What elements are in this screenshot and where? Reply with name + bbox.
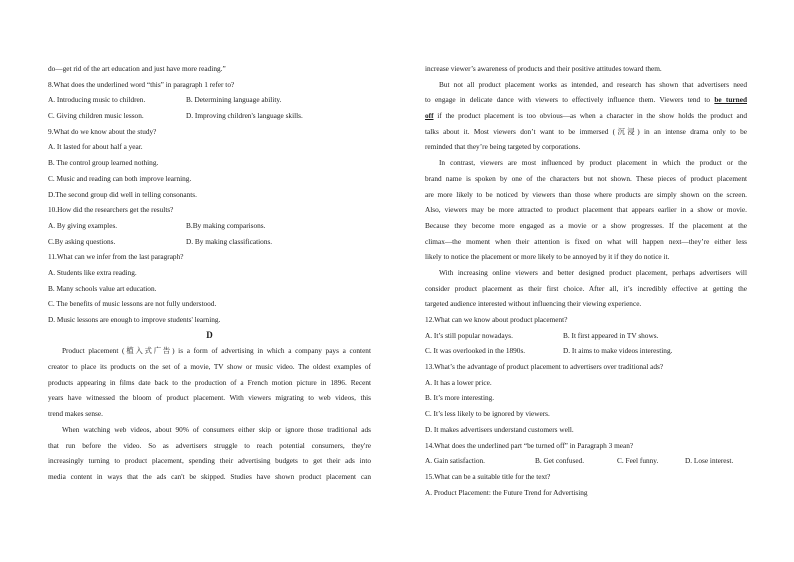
passage-d-p1-line: Product placement (植入式广告) is a form of advertising in which a company pays a content <box>62 346 371 356</box>
q8-options-row1 <box>48 92 371 108</box>
q9-option-d[interactable]: D.The second group did well in telling consonants. <box>48 189 197 199</box>
passage-d-p4-line: likely to notice the placement or more likely to be annoyed by it if they do notice it. <box>425 252 670 262</box>
q12-option-a[interactable]: A. It’s still popular nowadays. <box>425 330 513 340</box>
q12-option-b[interactable]: B. It first appeared in TV shows. <box>563 330 659 340</box>
q9-option-c[interactable]: C. Music and reading can both improve learning. <box>48 173 192 183</box>
q8-option-d[interactable]: D. Improving children's language skills. <box>186 111 303 121</box>
passage-d-p4-line: Because they become more engaged as a movie or a show progresses. If the placement at the <box>425 220 747 230</box>
q12-options-row1 <box>425 328 747 344</box>
passage-d-p3-line: off if the product placement is too obvious—as when a character in the show holds the product and <box>425 111 747 121</box>
passage-d-p3-line: to engage in delicate dance with viewers to effectively influence them. Viewers tend to be turned <box>425 95 747 105</box>
passage-d-p1-line: creator to place its products on the set of a movie, TV show or music video. The oldest examples of <box>48 362 371 372</box>
passage-d-p3-line: talks about it. Most viewers don’t want to be immersed (沉浸) in an intense drama only to be <box>425 126 747 136</box>
passage-d-p4-line: climax—the moment when their attention is fixed on what will happen next—they’re either less <box>425 236 747 246</box>
q8-options-row2 <box>48 108 371 124</box>
underlined-phrase-part1: be turned <box>714 95 747 105</box>
q12-option-c[interactable]: C. It was overlooked in the 1890s. <box>425 346 526 356</box>
q11-option-a[interactable]: A. Students like extra reading. <box>48 267 137 277</box>
q9-option-b[interactable]: B. The control group learned nothing. <box>48 158 159 168</box>
passage-d-p2-tail: increase viewer’s awareness of products and their positive attitudes toward them. <box>425 64 662 73</box>
q14-option-d[interactable]: D. Lose interest. <box>685 456 734 466</box>
q13-option-c[interactable]: C. It’s less likely to be ignored by viewers. <box>425 409 550 419</box>
section-d-heading: D <box>206 329 213 340</box>
passage-d-p3-line: But not all product placement works as intended, and research has shown that advertisers need <box>439 79 747 89</box>
passage-d-p3-line: reminded that they’re being targeted by corporations. <box>425 142 581 152</box>
q11-option-d[interactable]: D. Music lessons are enough to improve students' learning. <box>48 315 221 324</box>
passage-d-p5-line: With increasing online viewers and better designed product placement, perhaps advertisers will <box>439 267 747 277</box>
q14-stem: 14.What does the underlined part “be turned off” in Paragraph 3 mean? <box>425 440 634 450</box>
passage-d-p4-line: are more likely to be noticed by viewers than those where products are simply shown on the screen. <box>425 189 747 199</box>
q14-option-b[interactable]: B. Get confused. <box>535 456 585 466</box>
q10-options-row1 <box>48 218 371 234</box>
q10-option-c[interactable]: C.By asking questions. <box>48 236 116 246</box>
q13-option-d[interactable]: D. It makes advertisers understand customers well. <box>425 424 574 434</box>
passage-d-p4-line: brand name is spoken by one of the characters but not shown. These pieces of product placement <box>425 173 747 183</box>
passage-d-p2-line: increasingly turning to product placement, spending their advertising budgets to get their ads into <box>48 456 371 466</box>
passage-d-p4-line: In contrast, viewers are most influenced by product placement in which the product or the <box>439 158 747 168</box>
passage-d-p5-line: consider product placement as their first choice. After all, it’s incredibly effective at getting the <box>425 283 747 293</box>
q15-stem: 15.What can be a suitable title for the text? <box>425 471 551 481</box>
q12-options-row2 <box>425 343 747 359</box>
q12-option-d[interactable]: D. It aims to make videos interesting. <box>563 346 673 356</box>
left-column <box>48 61 371 485</box>
q9-stem: 9.What do we know about the study? <box>48 126 157 136</box>
q11-option-b[interactable]: B. Many schools value art education. <box>48 283 157 293</box>
q14-option-a[interactable]: A. Gain satisfaction. <box>425 456 485 466</box>
q11-option-c[interactable]: C. The benefits of music lessons are not fully understood. <box>48 299 217 309</box>
q8-stem: 8.What does the underlined word “this” in paragraph 1 refer to? <box>48 79 235 89</box>
q10-options-row2 <box>48 234 371 250</box>
q13-stem: 13.What’s the advantage of product placement to advertisers over traditional ads? <box>425 362 664 372</box>
passage-d-p1-line: trend makes sense. <box>48 409 103 419</box>
q15-option-a[interactable]: A. Product Placement: the Future Trend for Advertising <box>425 487 588 497</box>
passage-d-p5-line: targeted audience interested without influencing their viewing experience. <box>425 299 642 309</box>
q10-option-a[interactable]: A. By giving examples. <box>48 220 118 230</box>
q10-stem: 10.How did the researchers get the results? <box>48 205 174 215</box>
q10-option-b[interactable]: B.By making comparisons. <box>186 220 266 230</box>
passage-d-p2-line: that run before the video. So as advertisers struggle to reach potential consumers, they're <box>48 440 371 450</box>
passage-c-last-line: do—get rid of the art education and just have more reading.” <box>48 64 226 73</box>
underlined-phrase-part2: off <box>425 111 434 121</box>
q13-option-a[interactable]: A. It has a lower price. <box>425 377 492 387</box>
q8-option-c[interactable]: C. Giving children music lesson. <box>48 111 144 121</box>
q12-stem: 12.What can we know about product placement? <box>425 315 568 324</box>
q14-option-c[interactable]: C. Feel funny. <box>617 456 659 466</box>
q14-options-row <box>425 453 747 469</box>
passage-d-p2-line: When watching web videos, about 90% of consumers either skip or ignore those traditional ads <box>62 424 371 434</box>
passage-d-p1-line: years have witnessed the bloom of product placement. With viewers migrating to web videos, this <box>48 393 371 403</box>
q10-option-d[interactable]: D. By making classifications. <box>186 236 273 246</box>
q8-option-a[interactable]: A. Introducing music to children. <box>48 95 146 105</box>
passage-d-p2-line: media content in ways that the ads can't be skipped. Studies have shown product placement can <box>48 471 371 481</box>
q9-option-a[interactable]: A. It lasted for about half a year. <box>48 142 143 152</box>
q13-option-b[interactable]: B. It’s more interesting. <box>425 393 495 403</box>
right-column <box>425 61 747 500</box>
passage-d-p1-line: products appearing in films date back to the production of a French motion picture in 1896. Recent <box>48 377 371 387</box>
passage-d-p4-line: Also, viewers may be more attracted to product placement that appears earlier in a show or movie. <box>425 205 747 215</box>
q8-option-b[interactable]: B. Determining language ability. <box>186 95 282 105</box>
q11-stem: 11.What can we infer from the last paragraph? <box>48 252 184 262</box>
